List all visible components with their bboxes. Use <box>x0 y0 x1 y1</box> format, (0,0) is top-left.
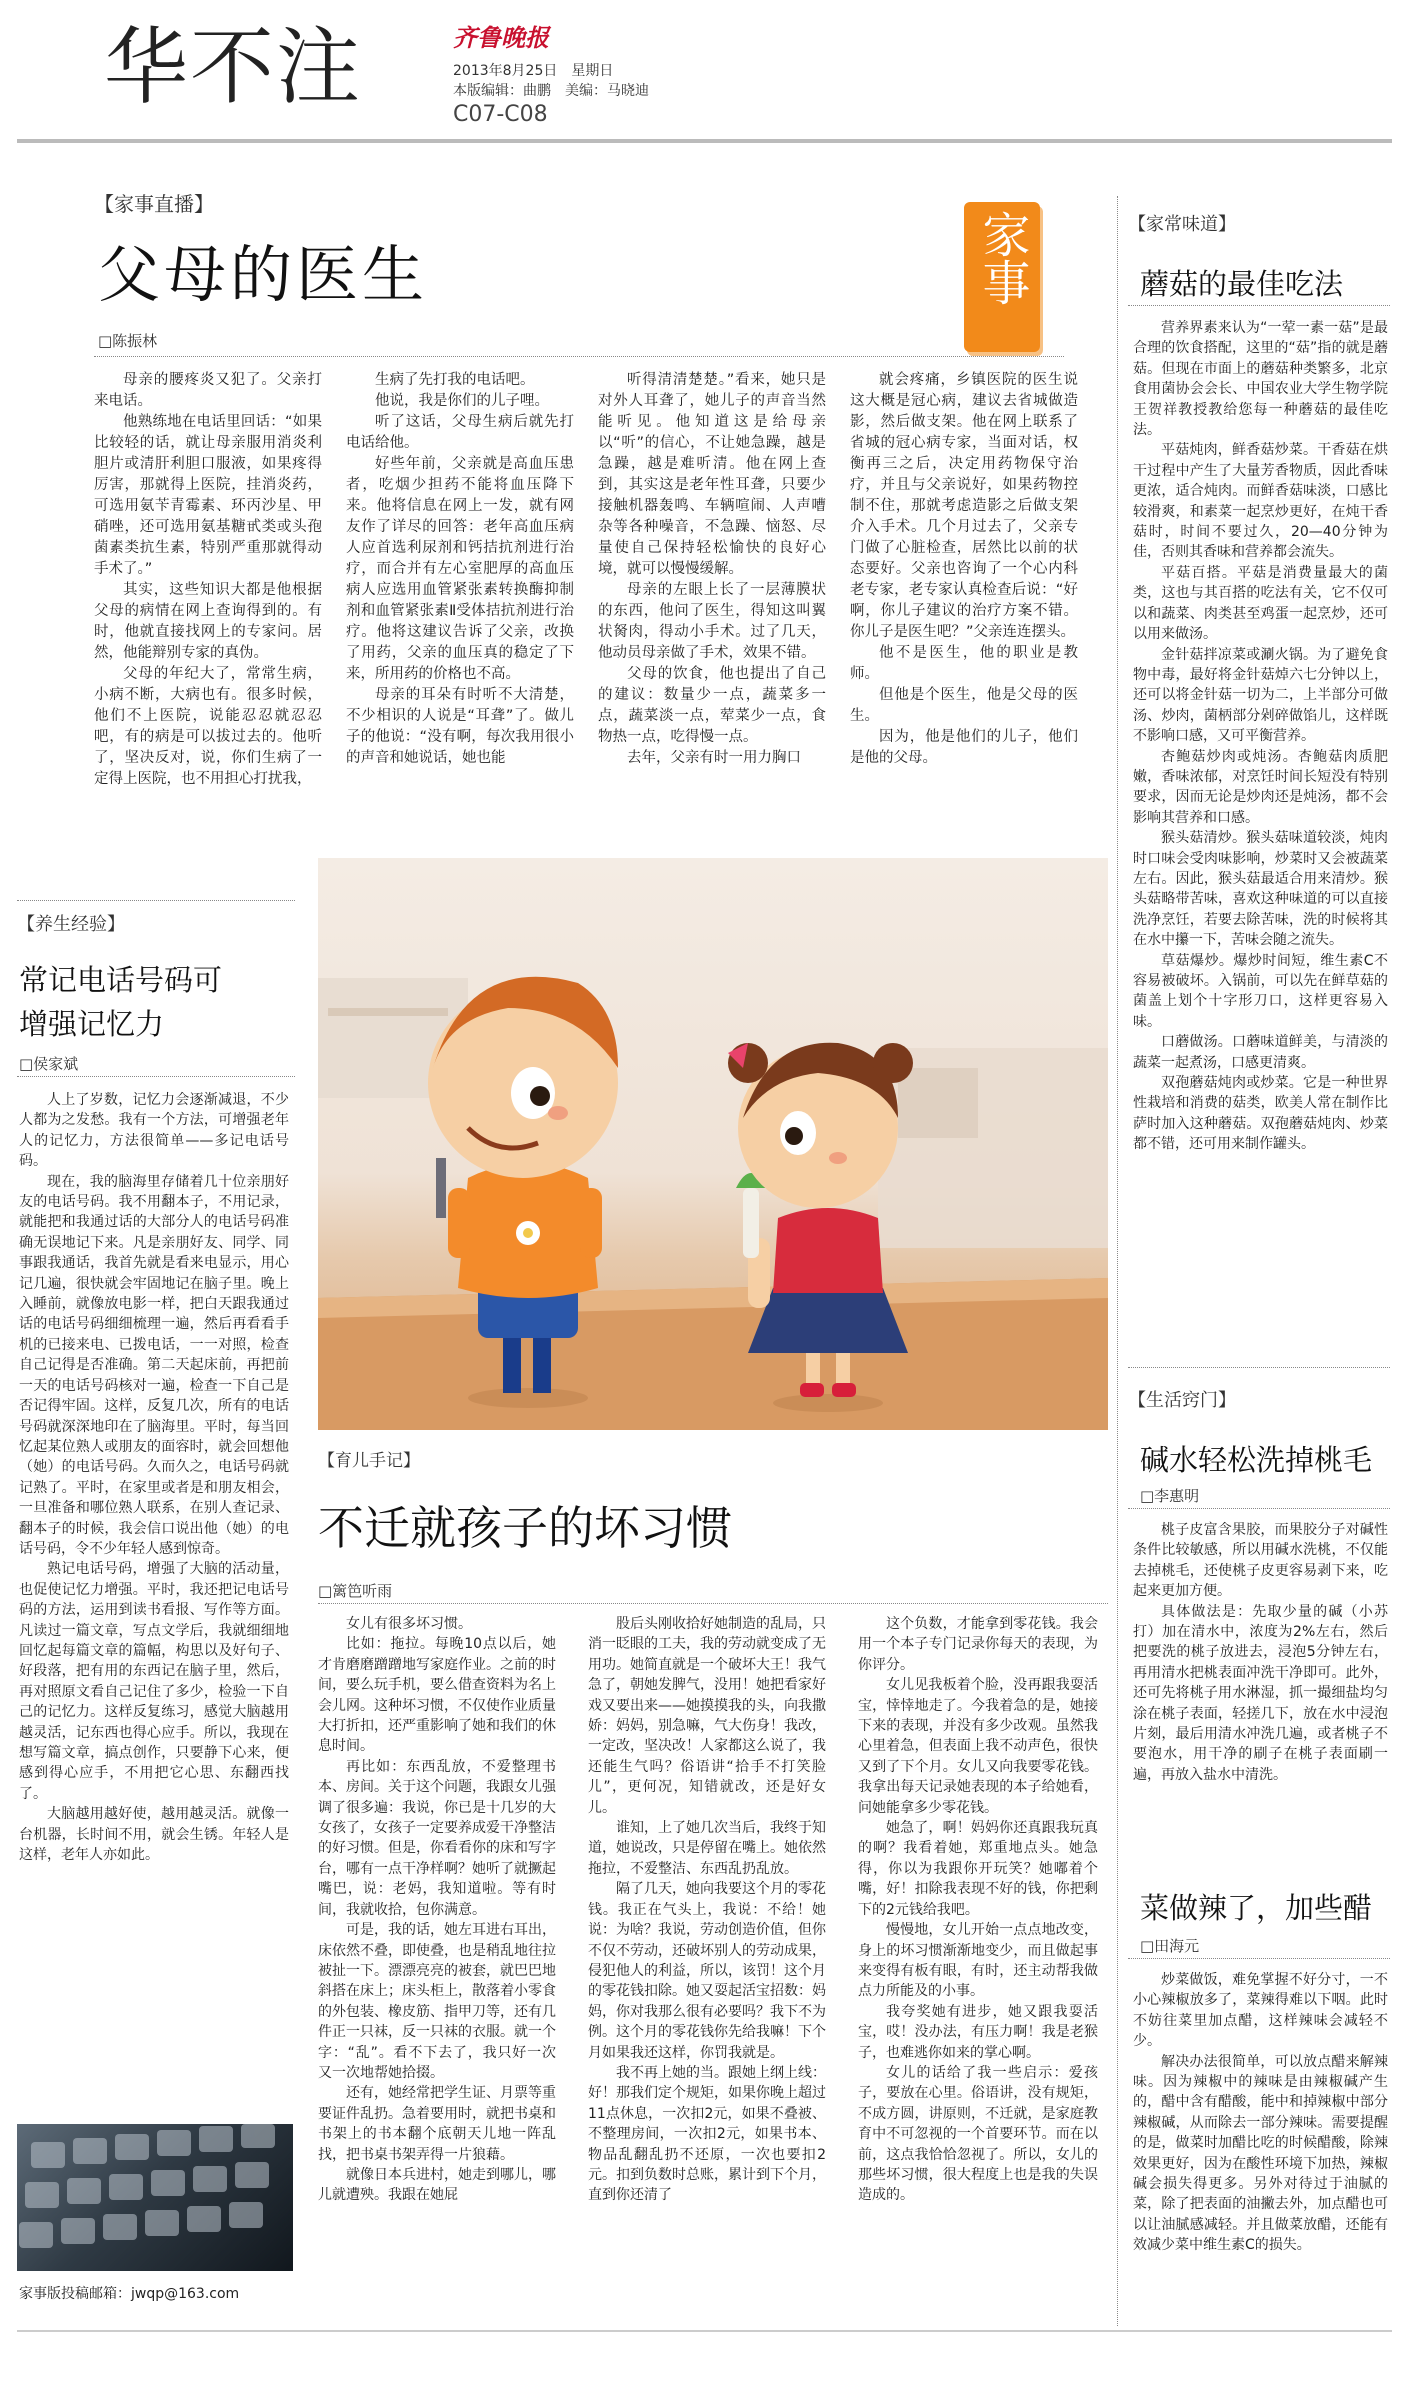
paragraph: 具体做法是：先取少量的碱（小苏打）加在清水中，浓度为2%左右，然后把要洗的桃子放进去，浸泡5分钟左右，再用清水把桃表面冲洗干净即可。此外，还可先将桃子用水淋湿，抓一撮细盐均匀涂在桃子表面，轻搓几下，放在水中浸泡片刻，最后用清水冲洗几遍，或者桃子不要泡水，用干净的刷子在桃子表面刷一遍，再放入盐水中清洗。 <box>1133 1603 1388 1783</box>
paragraph: 母亲的耳朵有时听不大清楚，不少相识的人说是“耳聋”了。做儿子的他说：“没有啊，每次我用很小的声音和她说话，她也能 <box>346 687 574 766</box>
paragraph: 营养界素来认为“一荤一素一菇”是最合理的饮食搭配，这里的“菇”指的就是蘑菇。但现在市面上的蘑菇种类繁多，北京食用菌协会会长、中国农业大学生物学院王贺祥教授教给您每一种蘑菇的最佳吃法。 <box>1133 320 1388 439</box>
paragraph: 熟记电话号码，增强了大脑的活动量，也促使记忆力增强。平时，我还把记电话号码的方法，运用到读书看报、写作等方面。凡读过一篇文章，写点文学后，我就细细地回忆起每篇文章的篇幅，构思以及好句子、好段落，把有用的东西记在脑子里，然后，再对照原文看自己记住了多少，检验一下自己的记忆力。这样反复练习，感觉大脑越用越灵活，记东西也得心应手。所以，我现在想写篇文章，搞点创作，只要静下心来，便感到得心应手，不用把它心思、东翻西找了。 <box>19 1561 289 1802</box>
section-tag-tips: 【生活窍门】 <box>1128 1390 1236 1411</box>
vinegar-byline: □田海元 <box>1140 1937 1200 1955</box>
mushroom-title: 蘑菇的最佳吃法 <box>1140 267 1344 301</box>
paragraph: 股后头刚收拾好她制造的乱局，只消一眨眼的工夫，我的劳动就变成了无用功。她简直就是一个破坏大王！我气急了，朝她发脾气，没用！她把看家好戏又要出来——她摸摸我的头，向我撒娇：妈妈，别急嘛，气大伤身！我改，一定改，坚决改！人家都这么说了，我还能生气吗？俗语讲“拾手不打笑脸儿”，更何况，知错就改，还是好女儿。 <box>588 1616 826 1816</box>
tips-top-divider <box>1128 1367 1390 1368</box>
section-tag-parenting: 【育儿手记】 <box>318 1451 420 1471</box>
paragraph: 双孢蘑菇炖肉或炒菜。它是一种世界性栽培和消费的菇类，欧美人常在制作比萨时加入这种蘑菇。双孢蘑菇炖肉、炒菜都不错，还可用来制作罐头。 <box>1133 1075 1388 1153</box>
paragraph: 可是，我的话，她左耳进右耳出，床依然不叠，即使叠，也是稍乱地往拉被扯一下。漂漂亮亮的被套，就巴巴地斜搭在床上；床头柜上，散落着小零食的外包装、橡皮筋、指甲刀等，还有几件正一只袜，反一只袜的衣服。就一个字：“乱”。看不下去了，我只好一次又一次地帮她拾掇。 <box>318 1922 556 2081</box>
memory-divider <box>17 1076 295 1077</box>
paragraph: 女儿见我板着个脸，没再跟我耍活宝，悻悻地走了。今我着急的是，她接下来的表现，并没有多少改观。虽然我心里着急，但表面上我不动声色，很快又到了下个月。女儿又向我要零花钱。我拿出每天记录她表现的本子给她看，问她能拿多少零花钱。 <box>858 1677 1098 1816</box>
paragraph: 再比如：东西乱放，不爱整理书本、房间。关于这个问题，我跟女儿强调了很多遍：我说，你已是十几岁的大女孩了，女孩子一定要养成爱干净整洁的好习惯。但是，你看看你的床和写字台，哪有一点干净样啊？她听了就撅起嘴巴，说：老妈，我知道啦。等有时间，我就收拾，包你满意。 <box>318 1758 556 1918</box>
paragraph: 听得清清楚楚。”看来，她只是对外人耳聋了，她儿子的声音当然能听见。他知道这是给母亲以“听”的信心，不让她急躁，越是急躁，越是难听清。他在网上查到，其实这是老年性耳聋，只要少接触机器轰鸣、车辆喧闹、人声嘈杂等各种噪音，不急躁、恼怒、尽量使自己保持轻松愉快的良好心境，就可以慢慢缓解。 <box>598 372 826 577</box>
main-article-title: 父母的医生 <box>98 238 429 311</box>
paragraph: 这个负数，才能拿到零花钱。我会用一个本子专门记录你每天的表现，为你评分。 <box>858 1616 1098 1673</box>
paragraph: 母亲的左眼上长了一层薄膜状的东西，他问了医生，得知这叫翼状胬肉，得动小手术。过了几天，他动员母亲做了手术，效果不错。 <box>598 582 826 661</box>
peach-byline: □李惠明 <box>1140 1487 1200 1505</box>
issue-date: 2013年8月25日 星期日 <box>453 63 614 79</box>
newspaper-logo: 齐鲁晚报 <box>453 23 549 52</box>
paragraph: 但他是个医生，他是父母的医生。 <box>850 687 1078 724</box>
paragraph: 好些年前，父亲就是高血压患者，吃烟少担药不能将血压降下来。他将信息在网上一发，就有网友作了详尽的回答：老年高血压病人应首选利尿剂和钙拮抗剂进行治疗，而合并有左心室肥厚的高血压病人应选用血管紧张素转换酶抑制剂和血管紧张素Ⅱ受体拮抗剂进行治疗。他将这建议告诉了父亲，改换了用药，父亲的血压真的稳定了下来，所用药的价格也不高。 <box>346 456 574 682</box>
paragraph: 女儿有很多坏习惯。 <box>346 1616 472 1632</box>
mushroom-body <box>1133 318 1388 1155</box>
paragraph: 比如：拖拉。每晚10点以后，她才肯磨磨蹭蹭地写家庭作业。之前的时间，要么玩手机，要么借查资料为名上会儿网。这种坏习惯，不仅使作业质量大打折扣，还严重影响了她和我们的休息时间。 <box>318 1636 556 1755</box>
keyboard-photo <box>17 2124 293 2271</box>
paragraph: 她急了，啊！妈妈你还真跟我玩真的啊？我看着她，郑重地点头。她急得，你以为我跟你开玩笑？她嘟着个嘴，好！扣除我表现不好的钱，你把剩下的2元钱给我吧。 <box>858 1820 1098 1918</box>
main-article-byline: □陈振林 <box>98 332 158 350</box>
parenting-column <box>318 1614 556 2206</box>
submission-email: 家事版投稿邮箱：jwqp@163.com <box>19 2286 240 2302</box>
paragraph: 炒菜做饭，难免掌握不好分寸，一不小心辣椒放多了，菜辣得难以下咽。此时不妨往菜里加点醋，这样辣味会减轻不少。 <box>1133 1972 1388 2050</box>
right-column-divider <box>1117 196 1118 2326</box>
paragraph: 父母的年纪大了，常常生病，小病不断，大病也有。很多时候，他们不上医院，说能忍忍就忍忍吧，有的病是可以拔过去的。他听了，坚决反对，说，你们生病了一定得上医院，也不用担心打扰我， <box>94 666 322 787</box>
vinegar-divider <box>1128 1958 1390 1959</box>
parenting-body <box>318 1614 1108 2314</box>
paragraph: 桃子皮富含果胶，而果胶分子对碱性条件比较敏感，所以用碱水洗桃，不仅能去掉桃毛，还使桃子皮更容易剥下来，吃起来更加方便。 <box>1133 1522 1388 1600</box>
paragraph: 平菇百搭。平菇是消费量最大的菌类，这也与其百搭的吃法有关，它不仅可以和蔬菜、肉类甚至鸡蛋一起烹炒，还可以用来做汤。 <box>1133 564 1388 643</box>
page-numbers: C07-C08 <box>453 102 548 127</box>
main-article-column <box>598 370 826 769</box>
parenting-title: 不迁就孩子的坏习惯 <box>318 1501 732 1555</box>
editors-line: 本版编辑：曲鹏 美编：马晓迪 <box>453 83 649 99</box>
paragraph: 他不是医生，他的职业是教师。 <box>850 645 1078 682</box>
peach-divider <box>1128 1508 1390 1509</box>
paragraph: 因为，他是他们的儿子，他们是他的父母。 <box>850 729 1078 766</box>
section-tag-health: 【养生经验】 <box>17 914 125 935</box>
masthead-rule <box>17 139 1392 143</box>
parenting-byline: □篱笆听雨 <box>318 1582 393 1600</box>
paragraph: 他说，我是你们的儿子哩。 <box>375 393 549 409</box>
parenting-divider <box>318 1603 1108 1604</box>
vinegar-body <box>1133 1970 1388 2256</box>
keyboard-keys-graphic <box>17 2124 293 2271</box>
main-article-top-divider <box>94 356 1064 357</box>
main-article-column <box>346 370 574 769</box>
paragraph: 草菇爆炒。爆炒时间短，维生素C不容易被破坏。入锅前，可以先在鲜草菇的菌盖上划个十字形刀口，这样更容易入味。 <box>1133 952 1388 1030</box>
paragraph: 我不再上她的当。跟她上纲上线：好！那我们定个规矩，如果你晚上超过11点休息，一次扣2元，如果不叠被、不整理房间，一次扣2元，如果书本、物品乱翻乱扔不还原，一次也要扣2元。扣到负数时总账，累计到下个月，直到你还清了 <box>588 2064 826 2204</box>
section-tag-flavor: 【家常味道】 <box>1128 214 1236 235</box>
health-top-divider <box>17 900 295 901</box>
bottom-rule <box>17 2330 1392 2332</box>
paragraph: 女儿的话给了我一些启示：爱孩子，要放在心里。俗语讲，没有规矩，不成方圆，讲原则，不迁就，是家庭教育中不可忽视的一个首要环节。而在以前，这点我恰恰忽视了。所以，女儿的那些坏习惯，很大程度上也是我的失误造成的。 <box>858 2064 1098 2204</box>
main-article-column <box>94 370 322 790</box>
paragraph: 谁知，上了她几次当后，我终于知道，她说改，只是停留在嘴上。她依然拖拉，不爱整洁、东西乱扔乱放。 <box>588 1820 826 1877</box>
paragraph: 杏鲍菇炒肉或炖汤。杏鲍菇肉质肥嫩，香味浓郁，对烹饪时间长短没有特别要求，因而无论是炒肉还是炖汤，都不会影响其营养和口感。 <box>1133 748 1388 826</box>
clay-dolls-photo <box>318 858 1108 1430</box>
paragraph: 现在，我的脑海里存储着几十位亲朋好友的电话号码。我不用翻本子，不用记录，就能把和我通过话的大部分人的电话号码准确无误地记下来。凡是亲朋好友、同学、同事跟我通话，我首先就是看来电显示，用心记几遍，很快就会牢固地记在脑子里。晚上入睡前，就像放电影一样，把白天跟我通过话的电话号码细细梳理一遍，然后再看看手机的已接来电、已拨电话，一一对照，检查自己记得是否准确。第二天起床前，再把前一天的电话号码核对一遍，检查一下自己是否记得牢固。这样，反复几次，所有的电话号码就深深地印在了脑海里。平时，每当回忆起某位熟人或朋友的面容时，就会回想他（她）的电话号码。久而久之，电话号码就记熟了。平时，在家里或者是和朋友相会，一旦准备和哪位熟人联系，在别人查记录、翻本子的时候，我会信口说出他（她）的电话号码，令不少年轻人感到惊奇。 <box>19 1173 289 1557</box>
paragraph: 金针菇拌凉菜或涮火锅。为了避免食物中毒，最好将金针菇焯六七分钟以上，还可以将金针菇一切为二，上半部分可做汤、炒肉，菌柄部分剁碎做馅儿，这样既不影响口感，又可平衡营养。 <box>1133 646 1388 745</box>
paragraph: 父母的饮食，他也提出了自己的建议：数量少一点，蔬菜多一点，蔬菜淡一点，荤菜少一点，食物热一点，吃得慢一点。 <box>598 666 826 745</box>
paragraph: 慢慢地，女儿开始一点点地改变，身上的坏习惯渐渐地变少，而且做起事来变得有板有眼，有时，还主动帮我做点力所能及的小事。 <box>858 1922 1098 2000</box>
parenting-column <box>588 1614 826 2206</box>
memory-body <box>19 1090 289 1865</box>
parenting-column <box>858 1614 1098 2206</box>
paragraph: 其实，这些知识大都是他根据父母的病情在网上查询得到的。有时，他就直接找网上的专家问。居然，他能辩别专家的真伪。 <box>94 582 322 661</box>
masthead-title: 华不注 <box>104 18 363 116</box>
vinegar-title: 菜做辣了，加些醋 <box>1140 1891 1373 1925</box>
family-badge-label: 家事 <box>974 210 1030 306</box>
paragraph: 就会疼痛，乡镇医院的医生说这大概是冠心病，建议去省城做造影，然后做支架。他在网上联系了省城的冠心病专家，当面对话，权衡再三之后，决定用药物保守治疗，并且与父亲说好，如果药物控制不住，那就考虑造影之后做支架介入手术。几个月过去了，父亲专门做了心脏检查，居然比以前的状态要好。父亲也咨询了一个心内科老专家，老专家认真检查后说：“好啊，你儿子建议的治疗方案不错。你儿子是医生吧？”父亲连连摆头。 <box>850 372 1078 640</box>
paragraph: 去年，父亲有时一用力胸口 <box>627 750 801 766</box>
paragraph: 生病了先打我的电话吧。 <box>375 372 535 388</box>
peach-body <box>1133 1520 1388 1785</box>
section-tag-family: 【家事直播】 <box>94 192 214 216</box>
paragraph: 他熟练地在电话里回话：“如果比较轻的话，就让母亲服用消炎利胆片或清肝利胆口服液，如果疼得厉害，那就得上医院，挂消炎药，可选用氨苄青霉素、环丙沙星、甲硝唑，还可选用氨基糖甙类或头孢菌素类抗生素，特别严重那就得动手术了。” <box>94 414 322 577</box>
paragraph: 听了这话，父母生病后就先打电话给他。 <box>346 414 574 451</box>
family-badge <box>964 202 1040 352</box>
main-article-column <box>850 370 1078 769</box>
memory-title: 常记电话号码可增强记忆力 <box>19 963 223 1041</box>
memory-byline: □侯家斌 <box>19 1055 79 1073</box>
peach-title: 碱水轻松洗掉桃毛 <box>1140 1443 1373 1477</box>
main-article-body <box>94 370 1084 830</box>
paragraph: 大脑越用越好使，越用越灵活。就像一台机器，长时间不用，就会生锈。年轻人是这样，老年人亦如此。 <box>19 1806 289 1864</box>
paragraph: 解决办法很简单，可以放点醋来解辣味。因为辣椒中的辣味是由辣椒碱产生的，醋中含有醋酸，能中和掉辣椒中部分辣椒碱，从而除去一部分辣味。需要提醒的是，做菜时加醋比吃的时候醋酸，除辣效果更好，因为在酸性环境下加热，辣椒碱会损失得更多。另外对待过于油腻的菜，除了把表面的油撇去外，加点醋也可以让油腻感减轻。并且做菜放醋，还能有效减少菜中维生素C的损失。 <box>1133 2053 1388 2254</box>
paragraph: 口蘑做汤。口蘑味道鲜美，与清淡的蔬菜一起煮汤，口感更清爽。 <box>1133 1034 1388 1071</box>
paragraph: 猴头菇清炒。猴头菇味道较淡，炖肉时口味会受肉味影响，炒菜时又会被蔬菜左右。因此，猴头菇最适合用来清炒。猴头菇略带苦味，喜欢这种味道的可以直接洗净烹饪，若要去除苦味，洗的时候将其在水中攥一下，苦味会随之流失。 <box>1133 830 1388 949</box>
paragraph: 还有，她经常把学生证、月票等重要证件乱扔。急着要用时，就把书桌和书架上的书本翻个底朝天儿地一阵乱找，把书桌书架弄得一片狼藉。 <box>318 2085 556 2163</box>
paragraph: 我夸奖她有进步，她又跟我耍活宝，哎！没办法，有压力啊！我是老猴子，也难逃你如来的掌心啊。 <box>858 2003 1098 2061</box>
paragraph: 母亲的腰疼炎又犯了。父亲打来电话。 <box>94 372 322 409</box>
paragraph: 平菇炖肉，鲜香菇炒菜。干香菇在烘干过程中产生了大量芳香物质，因此香味更浓，适合炖肉。而鲜香菇味淡，口感比较滑爽，和素菜一起烹炒更好，在炖干香菇时，时间不要过久，20—40分钟为佳，否则其香味和营养都会流失。 <box>1133 442 1388 561</box>
paragraph: 人上了岁数，记忆力会逐渐减退，不少人都为之发愁。我有一个方法，可增强老年人的记忆力，方法很简单——多记电话号码。 <box>19 1092 289 1170</box>
clay-dolls-illustration <box>318 858 1108 1430</box>
mushroom-divider <box>1128 305 1390 306</box>
paragraph: 隔了几天，她向我要这个月的零花钱。我正在气头上，我说：不给！她说：为啥？我说，劳动创造价值，但你不仅不劳动，还破坏别人的劳动成果，侵犯他人的利益，所以，该罚！这个月的零花钱扣除。她又耍起活宝招数：妈妈，你对我那么很有必要吗？我下不为例。这个月的零花钱你先给我嘛！下个月如果我还这样，你罚我就是。 <box>588 1881 826 2061</box>
paragraph: 就像日本兵进村，她走到哪儿，哪儿就遭殃。我跟在她屁 <box>318 2166 556 2204</box>
